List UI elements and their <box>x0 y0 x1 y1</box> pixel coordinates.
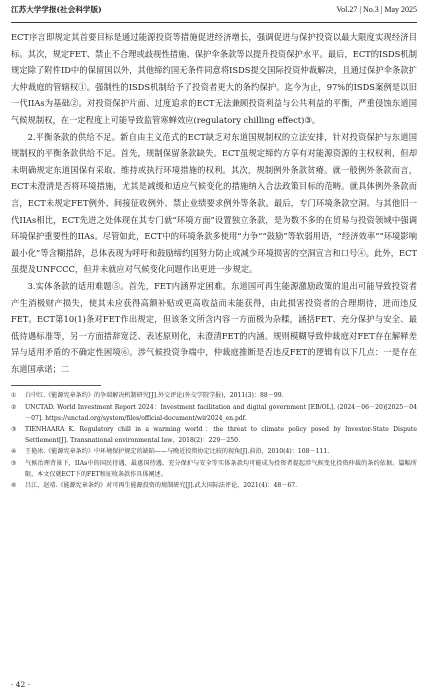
article-body <box>11 29 417 377</box>
journal-title: 江苏大学学报(社会科学版) <box>11 5 102 14</box>
footnote <box>11 447 417 458</box>
footnote-text: TIENHAARA K. Regulatory chill in a warming world：the threat to climate policy posed by Investor-State Dispute Settlement[J]. Transnational environmental law，2018(2)：229－250. <box>25 426 417 444</box>
page-number: · 42 · <box>11 680 31 689</box>
paragraph-balance-clauses: 2.平衡条款的供给不足。新自由主义范式的ECT缺乏对东道国规制权的立法安排，针对投资保护与东道国规制权的平衡条款供给不足。首先，规制保留条款缺失。ECT虽规定缔约方享有对能源资源的主权权利，但却未明确规定东道国保有采取、维持或执行环境措施的权利。其次，规制例外条款贫瘠。就一般例外条款而言，ECT未澄清是否将环境措施，尤其是减缓和适应气候变化的措施纳入合法政策目标的范畴。就具体例外条款而言，ECT未规定FET例外、间接征收例外、禁止业绩要求例外等条款。最后，专门环境条款空洞。与其他旧一代IIAs相比，ECT先进之处体现在其专门就“环境方面”设置独立条款，是为数不多的在贸易与投资领域中强调环境保护重要性的IIAs。尽管如此，ECT中的环境条款多使用“力争”“鼓励”等软弱用语，“经济效率”“环境影响最小化”等含糊措辞，总体表现为呼吁和鼓励缔约国努力防止或减少环境损害的空洞宣言和口号④。此外，ECT虽提及UNFCCC，但并未就应对气候变化问题作出更进一步规定。 <box>11 131 417 275</box>
footnote <box>11 481 417 492</box>
issue-info: Vol.27 | No.3 | May 2025 <box>336 5 417 14</box>
footnote <box>11 403 417 424</box>
paragraph-continuation: ECT序言即规定其首要目标是通过能源投资等措施促进经济增长，强调促进与保护投资以最大限度实现经济目标。其次，规定FET、禁止不合理或歧视性措施、保护伞条款等以提升投资保护水平。最后，ECT的ISDS机制规定除了附件ID中的保留国以外，其他缔约国无条件同意将ISDS提交国际投资仲裁解决，且通过保护伞条款扩大仲裁庭的管辖权①。强制性的ISDS机制给予了投资者更大的条约保护。迄今为止，97%的ISDS案例是以旧一代IIAs为基础②。对投资保护片面、过度追求的ECT无法兼顾投资利益与公共利益的平衡，严重侵蚀东道国气候规制权，在一定程度上可能导致监管寒蝉效应(regulatory chilling effect)③。 <box>11 32 417 125</box>
footnote-text: UNCTAD. World Investment Report 2024：Investment facilitation and digital government [EB/OL]. (2024－06－20)[2025－04－07]. https://unctad.org/system/files/official-document/wir2024_en.pdf. <box>25 404 417 422</box>
footnote-number: ② <box>11 404 17 412</box>
footnote-number: ⑥ <box>11 482 17 490</box>
footnote-text: 气候治理背景下，IIAs中的国民待遇、最惠国待遇、充分保护与安全等实体条款均可能成为投资者提起涉气候变化投资仲裁的条约依据。篇幅所限，本文仅就ECT下的FET和征收条款作具体阐述。 <box>25 460 417 478</box>
footnote-number: ⑤ <box>11 460 17 468</box>
footnote-number: ③ <box>11 426 17 434</box>
footnotes <box>11 391 417 491</box>
footnote-text: 王艳冰.《能源宪章条约》中环境保护规定的缺陷——与晚近投资协定比较的视角[J].前沿，2010(4)：108－111. <box>25 448 330 456</box>
footnote-number: ④ <box>11 448 17 456</box>
footnote <box>11 425 417 446</box>
footnote-number: ① <box>11 392 17 400</box>
footnote <box>11 391 417 402</box>
header-rule <box>11 22 417 23</box>
footnote-rule <box>11 385 101 386</box>
footnote <box>11 459 417 480</box>
running-header <box>11 0 417 18</box>
footnote-text: 白中红.《能源宪章条约》的争端解决机制研究[J].外交评论(外交学院学报)，2011(3)：88－99. <box>25 392 284 400</box>
paragraph-substantive-clauses: 3.实体条款的适用难题⑤。首先，FET内涵界定困难。东道国可再生能源激励政策的退出可能导致投资者产生消极财产损失，使其未应获得高额补贴或更高收益而未能获得，由此损害投资者的合理期待，进而违反FET。ECT第10(1)条对FET作出规定，但该条文所含内容一方面极为杂糅，涵括FET、充分保护与安全、最低待遇标准等，另一方面措辞宽泛、表述原则化，未澄清FET的内涵。规则模糊导致仲裁庭对FET存在解释差异与适用矛盾的不确定性困境⑥。涉气候投资争端中，仲裁庭推断是否违反FET的逻辑有以下几点：一是存在东道国承诺；二 <box>11 280 417 374</box>
footnote-text: 吕江，赵靖.《能源宪章条约》对可再生能源投资的规制研究[J].武大国际法评论，2021(4)：48－67. <box>25 482 298 490</box>
